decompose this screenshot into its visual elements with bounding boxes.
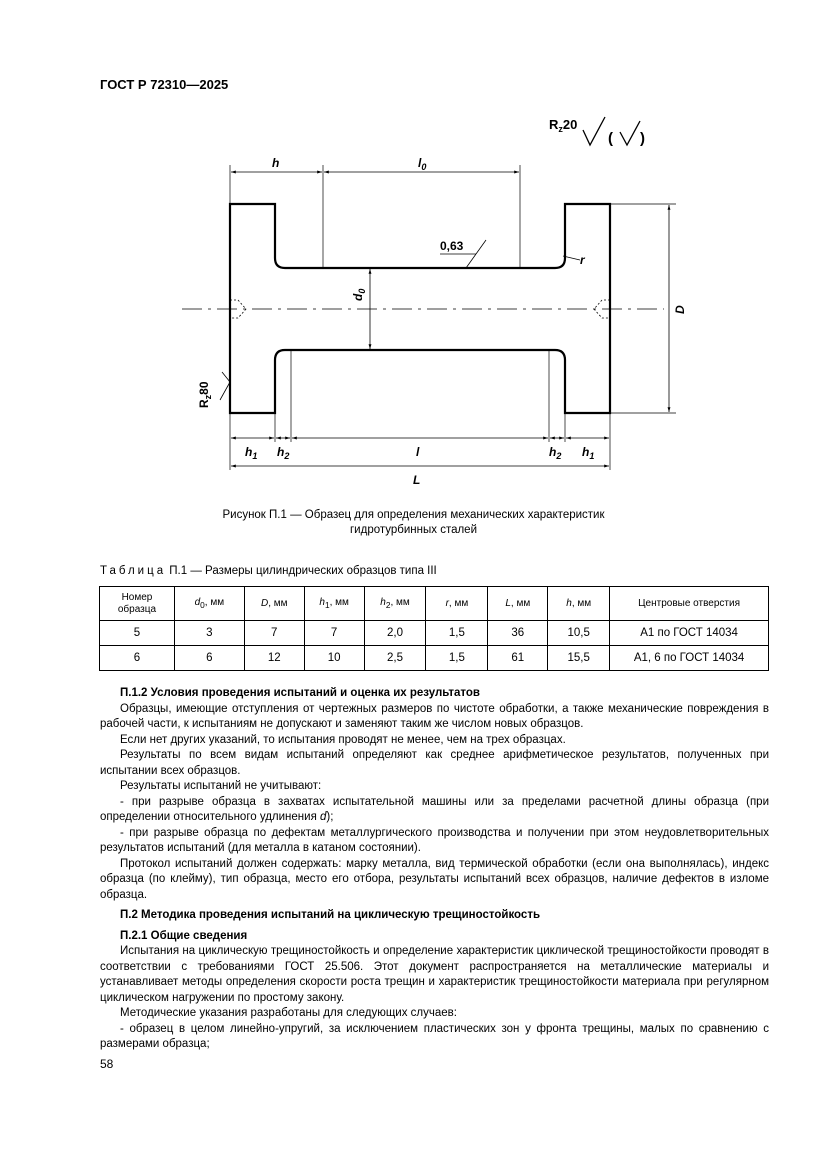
- paragraph: Результаты испытаний не учитывают:: [120, 780, 322, 792]
- section-title-p1-2: П.1.2 Условия проведения испытаний и оценка их результатов: [120, 687, 480, 699]
- label-L: L: [413, 473, 421, 487]
- label-h: h: [272, 156, 280, 170]
- label-D: D: [673, 305, 687, 314]
- col-D: D, мм: [244, 587, 304, 621]
- paragraph: Если нет других указаний, то испытания проводят не менее, чем на трех образцах.: [120, 733, 566, 746]
- table-title: Таблица П.1 — Размеры цилиндрических образцов типа III: [100, 565, 437, 577]
- document-header: ГОСТ Р 72310—2025: [100, 77, 229, 92]
- cell: 36: [488, 621, 548, 646]
- paragraph: Испытания на циклическую трещиностойкость и определение характеристик циклической трещиностойкости проводят в соответствии с требованиями ГОСТ 25.506. Этот документ распространяется на металлические материалы и устанавливает методы определения скорости роста трещин и характеристик трещиностойкости материала при регулярном циклическом нагружении по простому закону.: [100, 945, 769, 1004]
- rz-value: 20: [562, 117, 578, 132]
- cell: 2,0: [364, 621, 426, 646]
- figure-caption: Рисунок П.1 — Образец для определения механических характеристик гидротурбинных сталей: [222, 509, 605, 536]
- page-number: 58: [100, 1057, 114, 1071]
- label-d0: $d_0$: [351, 288, 367, 301]
- paragraph: Результаты по всем видам испытаний определяют как среднее арифметическое результатов, полученных при испытании всех образцов.: [100, 749, 769, 777]
- col-d0: $d_0$, мм: [174, 587, 244, 621]
- col-centers: Центровые отверстия: [610, 587, 769, 621]
- cell: 1,5: [426, 621, 488, 646]
- label-h1-left: $h_1$: [245, 445, 258, 461]
- roughness-symbol-general: [549, 117, 645, 147]
- cell: 7: [304, 621, 364, 646]
- col-h2: $h_2$, мм: [364, 587, 426, 621]
- paragraph: Протокол испытаний должен содержать: марку металла, вид термической обработки (если она выполнялась), индекс образца (по клейму), тип образца, место его отбора, результаты испытаний всех образцов, наличие дефектов в изломе образца.: [100, 857, 769, 901]
- cell: 1,5: [426, 646, 488, 671]
- svg-text:): ): [640, 130, 645, 147]
- cell: 6: [100, 646, 175, 671]
- cell: А1 по ГОСТ 14034: [610, 621, 769, 646]
- svg-text:Rz20: [549, 117, 577, 134]
- cell: 10,5: [548, 621, 610, 646]
- paragraph: Методические указания разработаны для следующих случаев:: [120, 1007, 457, 1019]
- cell: А1, 6 по ГОСТ 14034: [610, 646, 769, 671]
- section-title-p2-1: П.2.1 Общие сведения: [120, 929, 248, 942]
- col-h1: $h_1$, мм: [304, 587, 364, 621]
- rz-sub: z: [558, 124, 563, 134]
- cell: 6: [174, 646, 244, 671]
- table-row: [100, 646, 769, 671]
- label-h2-right: $h_2$: [549, 445, 562, 461]
- label-l0: $l_0$: [418, 156, 427, 172]
- label-r: r: [580, 253, 585, 267]
- label-h1-right: $h_1$: [582, 445, 595, 461]
- rz-letter: R: [549, 117, 559, 132]
- paragraph: - образец в целом линейно-упругий, за исключением пластических зон у фронта трещины, малых по сравнению с размерами образца;: [100, 1022, 769, 1050]
- cell: 7: [244, 621, 304, 646]
- paragraph: Образцы, имеющие отступления от чертежных размеров по чистоте обработки, а также механические повреждения в рабочей части, к испытаниям не допускают и заменяют таким же числом новых образцов.: [100, 702, 769, 730]
- col-r: r, мм: [426, 587, 488, 621]
- label-surface-finish: 0,63: [440, 239, 464, 253]
- label-l: l: [416, 445, 420, 459]
- col-number: Номер образца: [100, 587, 175, 621]
- specimen-drawing: [0, 0, 827, 500]
- paragraph: - при разрыве образца по дефектам металлургического производства и получении при этом неудовлетворительных результатов испытаний (для металла в катаном состоянии).: [100, 826, 769, 854]
- table-row: [100, 621, 769, 646]
- cell: 15,5: [548, 646, 610, 671]
- cell: 2,5: [364, 646, 426, 671]
- label-rz80: $R_z80$: [197, 381, 213, 408]
- cell: 3: [174, 621, 244, 646]
- label-h2-left: $h_2$: [277, 445, 290, 461]
- specimen-outline: [230, 204, 610, 413]
- cell: 61: [488, 646, 548, 671]
- col-h: h, мм: [548, 587, 610, 621]
- svg-text:(: (: [608, 130, 613, 147]
- cell: 12: [244, 646, 304, 671]
- paragraph: - при разрыве образца в захватах испытательной машины или за пределами расчетной длины образца (при определении относительного удлинения d);: [100, 795, 769, 823]
- cell: 10: [304, 646, 364, 671]
- col-L: L, мм: [488, 587, 548, 621]
- dimensions-table: [99, 586, 769, 671]
- section-title-p2: П.2 Методика проведения испытаний на циклическую трещиностойкость: [120, 909, 541, 921]
- body-text: [100, 686, 769, 1053]
- table-header-row: [100, 587, 769, 621]
- cell: 5: [100, 621, 175, 646]
